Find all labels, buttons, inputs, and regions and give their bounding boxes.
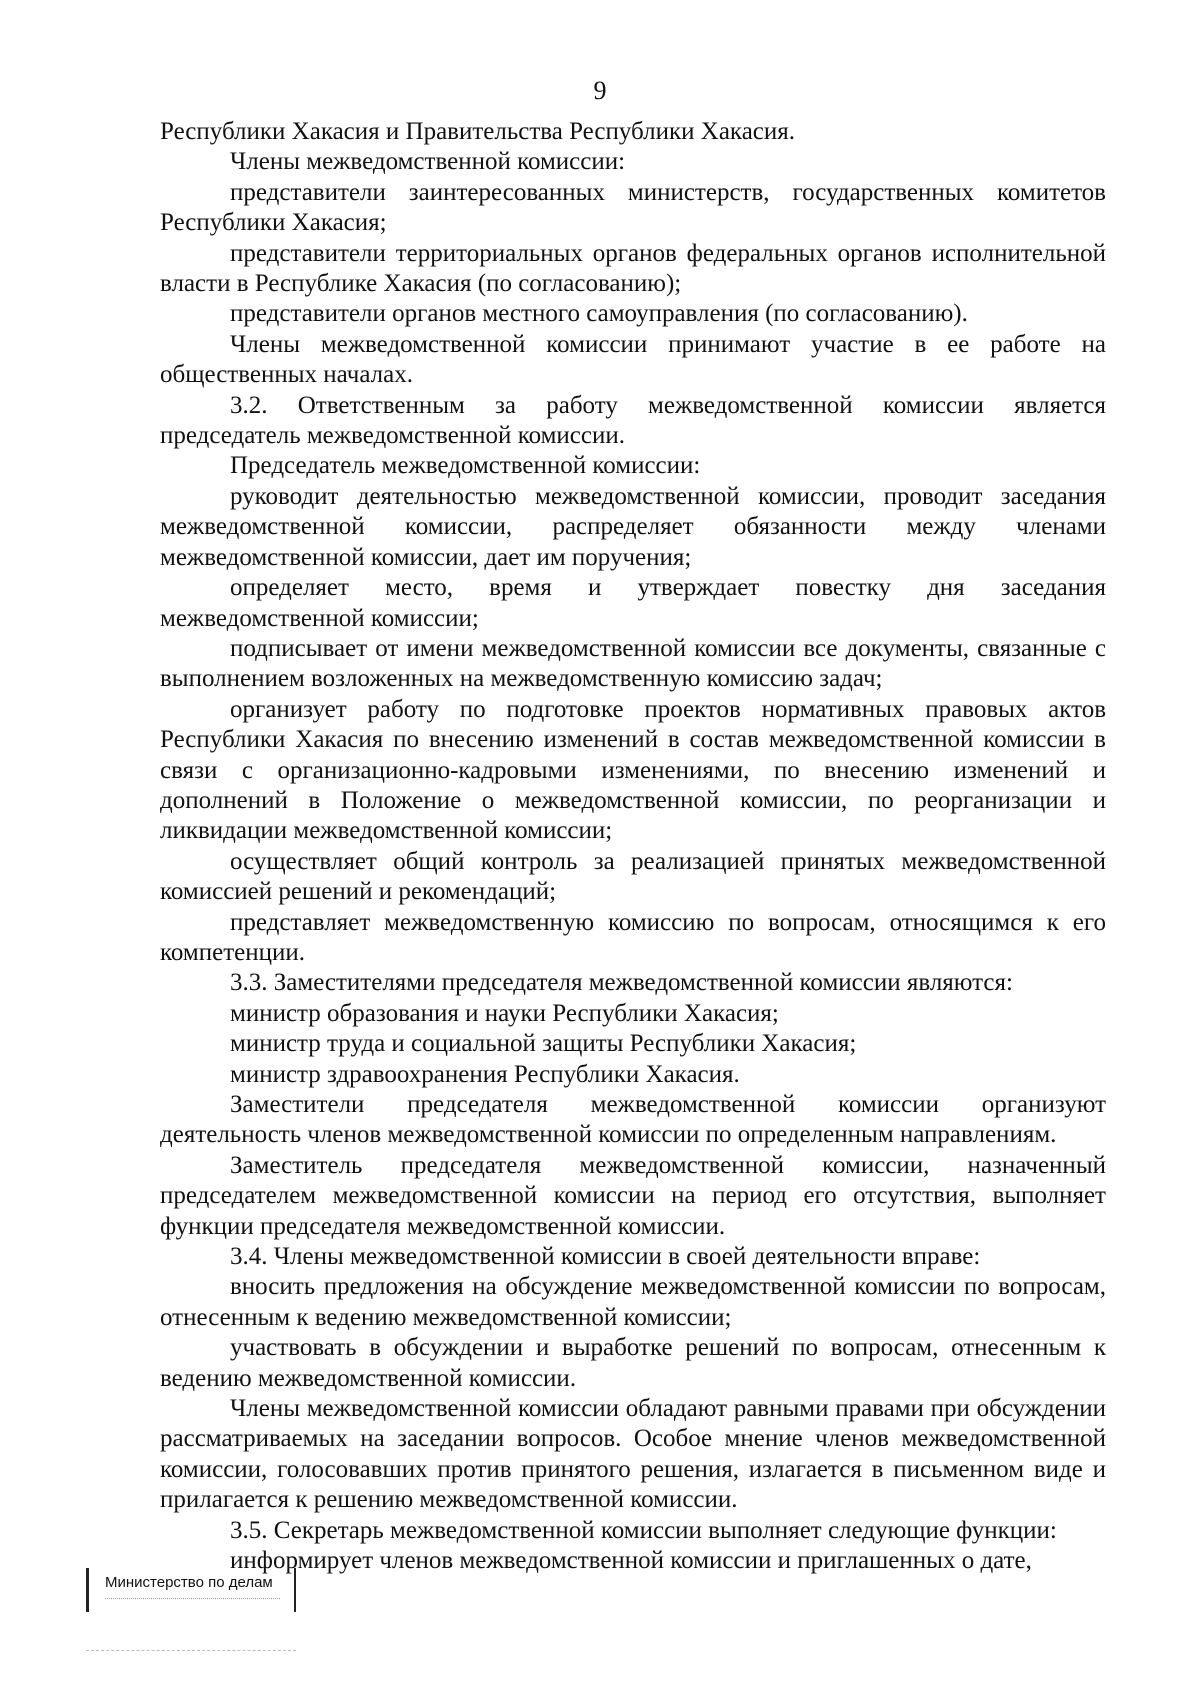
paragraph: Члены межведомственной комиссии: [230, 148, 626, 176]
paragraph: Заместители председателя межведомственной комиссии организуют деятельность членов межведомственной комиссии по определенным направлениям. [160, 1091, 1106, 1149]
paragraph: определяет место, время и утверждает повестку дня заседания межведомственной комиссии; [160, 574, 1106, 632]
paragraph: Председатель межведомственной комиссии: [230, 452, 701, 480]
paragraph: Республики Хакасия и Правительства Республики Хакасия. [160, 118, 796, 145]
paragraph: руководит деятельностью межведомственной комиссии, проводит заседания межведомственной комиссии, распределяет обязанности между членами межведомственной комиссии, дает им поручения; [160, 482, 1106, 571]
paragraph: представители территориальных органов федеральных органов исполнительной власти в Республике Хакасия (по согласованию); [160, 239, 1106, 298]
registration-stamp [86, 1568, 296, 1612]
paragraph: Члены межведомственной комиссии принимают участие в ее работе на общественных началах. [160, 330, 1106, 389]
paragraph: осуществляет общий контроль за реализацией принятых межведомственной комиссией решений и рекомендаций; [160, 847, 1106, 906]
paragraph: 3.5. Секретарь межведомственной комиссии выполняет следующие функции: [230, 1516, 1057, 1544]
page-number: 9 [593, 76, 607, 105]
paragraph: представители заинтересованных министерств, государственных комитетов Республики Хакасия; [160, 178, 1106, 237]
paragraph: представители органов местного самоуправления (по согласованию). [230, 300, 968, 328]
paragraph: 3.4. Члены межведомственной комиссии в своей деятельности вправе: [230, 1243, 981, 1271]
paragraph: Заместитель председателя межведомственной комиссии, назначенный председателем межведомственной комиссии на период его отсутствия, выполняет функции председателя межведомственной комиссии. [160, 1151, 1106, 1240]
paragraph: информирует членов межведомственной комиссии и приглашенных о дате, [230, 1547, 1032, 1575]
paragraph: организует работу по подготовке проектов нормативных правовых актов Республики Хакасия по внесению изменений в состав межведомственной комиссии в связи с организационно-кадровыми изменениями, по внесению изменений и дополнений в Положение о межведомственной комиссии, по реорганизации и ликвидации межведомственной комиссии; [160, 695, 1106, 845]
paragraph: участвовать в обсуждении и выработке решений по вопросам, отнесенным к ведению межведомственной комиссии. [160, 1334, 1106, 1392]
paragraph: министр здравоохранения Республики Хакасия. [230, 1060, 740, 1088]
paragraph: министр образования и науки Республики Хакасия; [230, 999, 779, 1027]
paragraph: представляет межведомственную комиссию по вопросам, относящимся к его компетенции. [160, 908, 1106, 966]
paragraph: вносить предложения на обсуждение межведомственной комиссии по вопросам, отнесенным к ведению межведомственной комиссии; [160, 1273, 1106, 1331]
scan-artifact-line [86, 1650, 296, 1651]
paragraph: 3.2. Ответственным за работу межведомственной комиссии является председатель межведомственной комиссии. [160, 391, 1106, 450]
paragraph: Члены межведомственной комиссии обладают равными правами при обсуждении рассматриваемых на заседании вопросов. Особое мнение членов межведомственной комиссии, голосовавших против принятого решения, излагается в письменном виде и прилагается к решению межведомственной комиссии. [160, 1395, 1106, 1514]
stamp-label: Министерство по делам [105, 1574, 273, 1591]
paragraph: министр труда и социальной защиты Республики Хакасия; [230, 1030, 857, 1058]
document-body [160, 117, 1106, 1577]
stamp-line [105, 1598, 280, 1599]
paragraph: подписывает от имени межведомственной комиссии все документы, связанные с выполнением возложенных на межведомственную комиссию задач; [160, 634, 1106, 693]
paragraph: 3.3. Заместителями председателя межведомственной комиссии являются: [230, 969, 1013, 997]
